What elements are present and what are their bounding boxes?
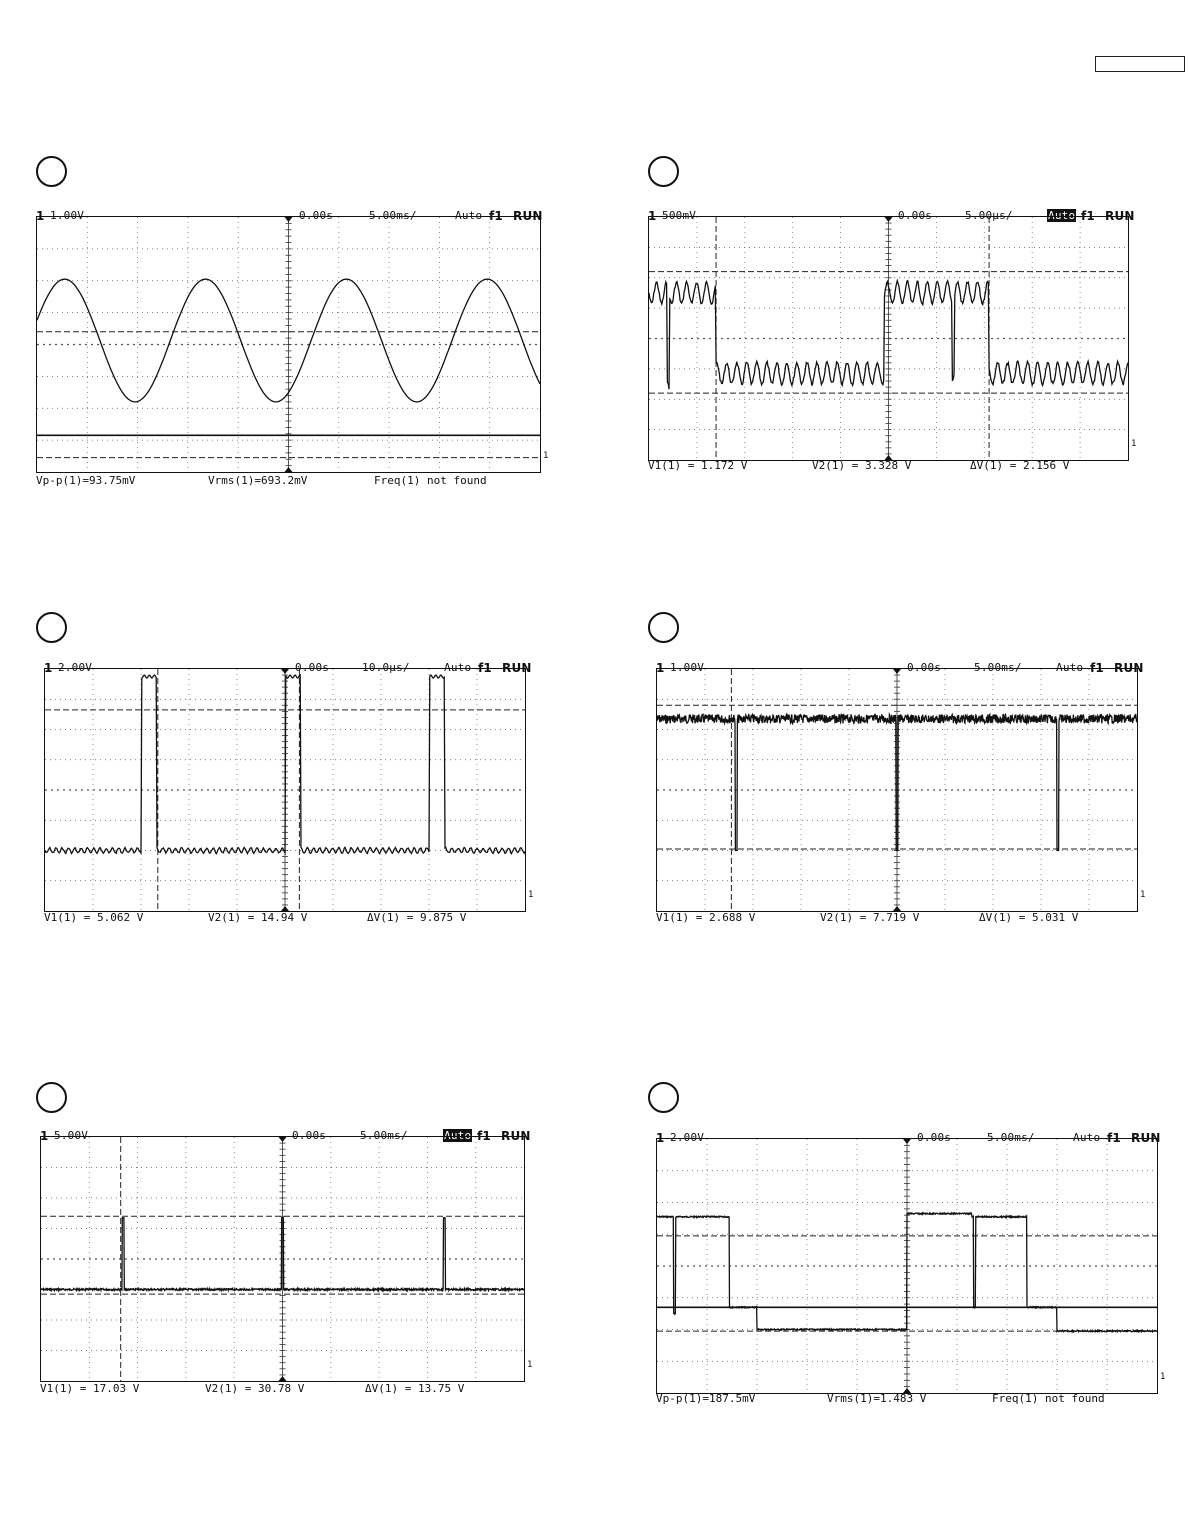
measurement-readout-2: V2(1) = 30.78 V [205, 1382, 305, 1395]
channel-number: 1 [36, 209, 45, 223]
channel-number: 1 [44, 661, 53, 675]
trigger-marker-top [893, 669, 901, 674]
acquisition-status: RUN [513, 209, 543, 223]
panel-badge-circle [648, 612, 679, 643]
ground-level-marker: 1 [527, 1360, 533, 1370]
channel-number: 1 [656, 661, 665, 675]
scope-screen [44, 668, 526, 912]
trigger-source: f1 [477, 1129, 491, 1143]
trigger-source: f1 [478, 661, 492, 675]
scope-screen [36, 216, 541, 473]
scope-plot [45, 669, 525, 911]
page-corner-box [1095, 56, 1185, 72]
measurement-readout-2: Vrms(1)=693.2mV [208, 474, 308, 487]
measurement-readout-1: Vp-p(1)=93.75mV [36, 474, 136, 487]
panel-badge-circle [36, 612, 67, 643]
waveform-trace [657, 1213, 1157, 1332]
acquisition-status: RUN [501, 1129, 531, 1143]
trigger-mode: Auto [1073, 1131, 1101, 1144]
channel-number: 1 [648, 209, 657, 223]
measurement-readout-3: Freq(1) not found [374, 474, 487, 487]
timebase: 10.0µs/ [362, 661, 410, 674]
scope-screen [648, 216, 1129, 461]
trigger-time: 0.00s [299, 209, 334, 222]
vertical-scale: 1.00V [50, 209, 85, 222]
trigger-source: f1 [1081, 209, 1095, 223]
trigger-mode: Auto [444, 661, 472, 674]
measurement-readout-1: V1(1) = 1.172 V [648, 459, 748, 472]
trigger-marker-top [281, 669, 289, 674]
ground-level-marker: 1 [528, 890, 534, 900]
measurement-readout-2: Vrms(1)=1.483 V [827, 1392, 927, 1405]
scope-screen [656, 1138, 1158, 1394]
trigger-marker-top [279, 1137, 287, 1142]
panel-badge-circle [36, 156, 67, 187]
vertical-scale: 2.00V [670, 1131, 705, 1144]
timebase: 5.00ms/ [369, 209, 417, 222]
trigger-time: 0.00s [907, 661, 942, 674]
vertical-scale: 2.00V [58, 661, 93, 674]
timebase: 5.00µs/ [965, 209, 1013, 222]
measurement-readout-3: ΔV(1) = 5.031 V [979, 911, 1079, 924]
trigger-time: 0.00s [917, 1131, 952, 1144]
ground-level-marker: 1 [1140, 890, 1146, 900]
trigger-marker-bottom [285, 467, 293, 472]
acquisition-status: RUN [1114, 661, 1144, 675]
trigger-source: f1 [1107, 1131, 1121, 1145]
trigger-source: f1 [489, 209, 503, 223]
acquisition-status: RUN [1105, 209, 1135, 223]
measurement-readout-1: V1(1) = 17.03 V [40, 1382, 140, 1395]
panel-badge-circle [36, 1082, 67, 1113]
measurement-readout-3: Freq(1) not found [992, 1392, 1105, 1405]
vertical-scale: 5.00V [54, 1129, 89, 1142]
timebase: 5.00ms/ [974, 661, 1022, 674]
vertical-scale: 1.00V [670, 661, 705, 674]
trigger-marker-top [285, 217, 293, 222]
ground-level-marker: 1 [1160, 1372, 1166, 1382]
panel-badge-circle [648, 1082, 679, 1113]
scope-plot [37, 217, 540, 472]
measurement-readout-3: ΔV(1) = 2.156 V [970, 459, 1070, 472]
measurement-readout-2: V2(1) = 7.719 V [820, 911, 920, 924]
measurement-readout-3: ΔV(1) = 13.75 V [365, 1382, 465, 1395]
measurement-readout-1: V1(1) = 5.062 V [44, 911, 144, 924]
scope-plot [657, 669, 1137, 911]
acquisition-status: RUN [1131, 1131, 1161, 1145]
measurement-readout-2: V2(1) = 14.94 V [208, 911, 308, 924]
trigger-source: f1 [1090, 661, 1104, 675]
trigger-marker-top [885, 217, 893, 222]
measurement-readout-1: V1(1) = 2.688 V [656, 911, 756, 924]
trigger-time: 0.00s [898, 209, 933, 222]
timebase: 5.00ms/ [987, 1131, 1035, 1144]
ground-level-marker: 1 [543, 451, 549, 461]
scope-screen [656, 668, 1138, 912]
trigger-time: 0.00s [295, 661, 330, 674]
measurement-readout-2: V2(1) = 3.328 V [812, 459, 912, 472]
panel-badge-circle [648, 156, 679, 187]
trigger-time: 0.00s [292, 1129, 327, 1142]
timebase: 5.00ms/ [360, 1129, 408, 1142]
channel-number: 1 [656, 1131, 665, 1145]
trigger-mode: Auto [1056, 661, 1084, 674]
trigger-mode: Auto [444, 1129, 472, 1142]
trigger-marker-top [903, 1139, 911, 1144]
vertical-scale: 500mV [662, 209, 697, 222]
measurement-readout-3: ΔV(1) = 9.875 V [367, 911, 467, 924]
scope-screen [40, 1136, 525, 1382]
scope-plot [649, 217, 1128, 460]
acquisition-status: RUN [502, 661, 532, 675]
trigger-mode: Auto [1048, 209, 1076, 222]
trigger-marker-bottom [279, 1376, 287, 1381]
ground-level-marker: 1 [1131, 439, 1137, 449]
scope-plot [657, 1139, 1157, 1393]
trigger-mode: Auto [455, 209, 483, 222]
measurement-readout-1: Vp-p(1)=187.5mV [656, 1392, 756, 1405]
channel-number: 1 [40, 1129, 49, 1143]
scope-plot [41, 1137, 524, 1381]
